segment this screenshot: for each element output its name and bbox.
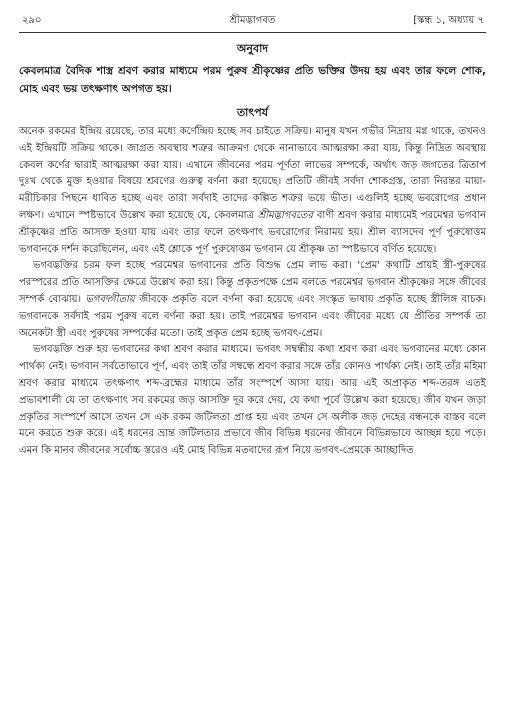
purport-paragraph-1 [19,124,486,258]
text-run: ভগবদ্ভক্তির চরম ফল হচ্ছে পরমেশ্বর ভগবানের প্রতি বিশুদ্ধ প্রেম লাভ করা। 'প্রেম' কথাটি প্রায়ই স্ত্রী-পুরুষের পরস্পরের প্রতি আসক্তির ক্ষেত্রে উল্লেখ করা হয়। কিন্তু প্রকৃতপক্ষে প্রেম বলতে পরমেশ্বর ভগবান শ্রীকৃষ্ণের সঙ্গে জীবের সম্পর্ক বোঝায়। [19,260,486,305]
purport-paragraph-3: ভগবদ্ভক্তি শুরু হয় ভগবানের কথা শ্রবণ করার মাধ্যমে। ভগবৎ সম্বন্ধীয় কথা শ্রবণ করা এবং ভগবানের মধ্যে কোন পার্থক্য নেই। ভগবান সর্বতোভাবে পূর্ণ, এবং তাই তাঁর সম্বন্ধে শ্রবণ করার সঙ্গে তাঁর কোনও পার্থক্য নেই। তাই তাঁর মহিমা শ্রবণ করার মাধ্যমে তৎক্ষণাৎ শব্দ-ব্রহ্মের মাধ্যমে তাঁর সংস্পর্শে আসা যায়। আর এই অপ্রাকৃত শব্দ-তরঙ্গ এতই প্রভাবশালী যে তা তৎক্ষণাৎ সব রকমের জড় আসক্তি দূর করে দেয়, যে কথা পূর্বে উল্লেখ করা হয়েছে। জীব যখন জড়া প্রকৃতির সংস্পর্শে আসে তখন সে এক রকম জটিলতা প্রাপ্ত হয় এবং তখন সে অলীক জড় দেহের বন্ধনকে বাস্তব বলে মনে করতে শুরু করে। এই ধরনের ভ্রান্ত জটিলতার প্রভাবে জীব বিভিন্ন ধরনের জীবনে বিভিন্নভাবে আচ্ছন্ন হয়ে পড়ে। এমন কি মানব জীবনের সর্বোচ্চ স্তরেও এই মোহ বিভিন্ন মতবাদের রূপ নিয়ে ভগবৎ-প্রেমকে আচ্ছাদিত [19,344,486,457]
header-rule [19,32,486,33]
book-title: শ্রীমদ্ভাগবত [229,15,276,26]
text-run: বাণী শ্রবণ করার মাধ্যমেই পরমেশ্বর ভগবান শ্রীকৃষ্ণের প্রতি আসক্ত হওয়া যায় এবং তার ফলে তৎক্ষণাৎ ভবরোগের নিরাময় হয়। শ্রীল ব্যাসদেব পূর্ণ পুরুষোত্তম ভগবানকে দর্শন করেছিলেন, এবং এই শ্লোকে পূর্ণ পুরুষোত্তম ভগবান যে শ্রীকৃষ্ণ তা স্পষ্টভাবে বর্ণিত হয়েছে। [19,209,486,255]
page-number: ২৯০ [22,15,42,26]
purport-paragraph-2 [19,258,486,342]
page-header [19,12,486,30]
translation-text: কেবলমাত্র বৈদিক শাস্ত্র শ্রবণ করার মাধ্যমে পরম পুরুষ শ্রীকৃষ্ণের প্রতি ভক্তির উদয় হয় এবং তার ফলে শোক, মোহ এবং ভয় তৎক্ষণাৎ অপগত হয়। [19,65,486,95]
purport-body [19,124,486,460]
italic-book-name: ভগবদ্গীতায় [85,293,135,305]
text-run: জীবকে প্রকৃতি বলে বর্ণনা করা হয়েছে এবং সংস্কৃত ভাষায় প্রকৃতি হচ্ছে স্ত্রীলিঙ্গ বাচক। ভগবানকে সর্বদাই পরম পুরুষ বলে বর্ণনা করা হয়। তাই পরমেশ্বর ভগবান এবং জীবের মধ্যে যে প্রীতির সম্পর্ক তা অনেকটা স্ত্রী এবং পুরুষের সম্পর্কের মতো। তাই প্রকৃত প্রেম হচ্ছে ভগবৎ-প্রেম। [19,293,486,339]
purport-heading: তাৎপর্য [236,106,269,119]
italic-book-name: শ্রীমদ্ভাগবতের [257,209,314,221]
text-run: অনেক রকমের ইন্দ্রিয় রয়েছে, তার মধ্যে কর্ণেন্দ্রিয় হচ্ছে সব চাইতে সক্রিয়। মানুষ যখন গভীর নিদ্রায় মগ্ন থাকে, তখনও এই ইন্দ্রিয়টি সক্রিয় থাকে। জাগ্রত অবস্থায় শত্রুর আক্রমণ থেকে নানাভাবে আত্মরক্ষা করা যায়, কিন্তু নিদ্রিত অবস্থায় কেবল কর্ণের দ্বারাই আত্মরক্ষা করা যায়। এখানে জীবনের পরম পূর্ণতা লাভের সম্পর্কে, অর্থাৎ জড় জগতের ত্রিতাপ দুঃখ থেকে মুক্ত হওয়ার বিষয়ে শ্রবণের গুরুত্ব বর্ণনা করা হয়েছে। প্রতিটি জীবই সর্বদা শোকগ্রস্ত, তারা নিরন্তর মায়া-মরীচিকার পিছনে ধাবিত হচ্ছে এবং তারা সর্বদাই তাদের কল্পিত শত্রুর ভয়ে ভীত। এগুলিই হচ্ছে ভবরোগের প্রধান লক্ষণ। এখানে স্পষ্টভাবে উল্লেখ করা হয়েছে যে, কেবলমাত্র [19,126,486,221]
section-reference: [স্কন্ধ ১, অধ্যায় ৭ [413,15,484,26]
translation-heading: অনুবাদ [236,42,269,55]
